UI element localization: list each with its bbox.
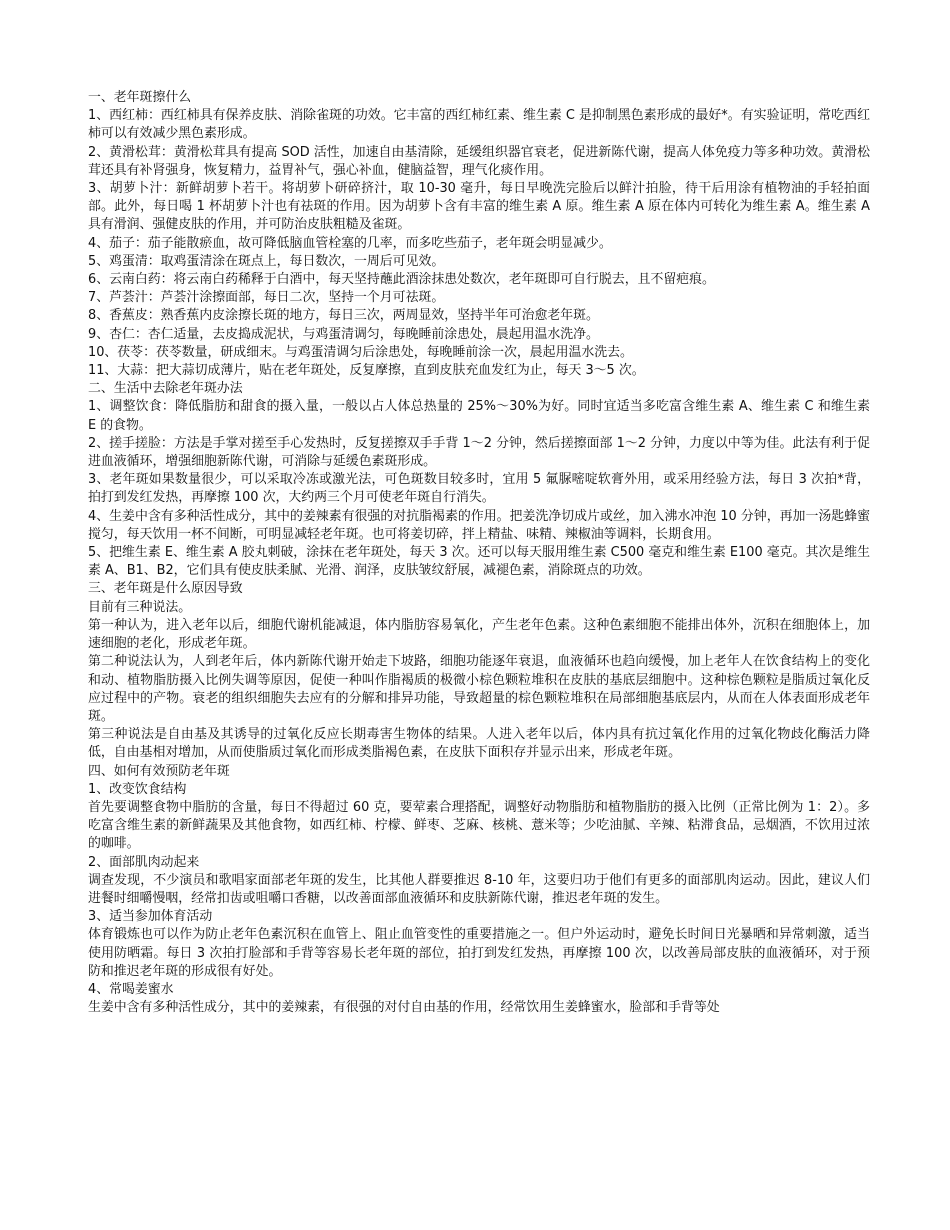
paragraph: 第三种说法是自由基及其诱导的过氧化反应长期毒害生物体的结果。人进入老年以后，体内具有抗过氧化作用的过氧化物歧化酶活力降低，自由基相对增加，从而使脂质过氧化而形成类脂褐色素，在皮肤下面积存并显示出来，形成老年斑。 bbox=[88, 727, 870, 761]
paragraph: 2、搓手搓脸：方法是手掌对搓至手心发热时，反复搓擦双手手背 1～2 分钟，然后搓擦面部 1～2 分钟，力度以中等为佳。此法有利于促进血液循环，增强细胞新陈代谢，可消除与延缓色素斑形成。 bbox=[88, 435, 870, 470]
paragraph: 调查发现，不少演员和歌唱家面部老年斑的发生，比其他人群要推迟 8-10 年，这要归功于他们有更多的面部肌肉运动。因此，建议人们进餐时细嚼慢咽，经常扣齿或咀嚼口香糖，以改善面部血液循环和皮肤新陈代谢，推迟老年斑的发生。 bbox=[88, 872, 870, 906]
heading-section-4: 四、如何有效预防老年斑 bbox=[88, 763, 230, 779]
paragraph: 第二种说法认为，人到老年后，体内新陈代谢开始走下坡路，细胞功能逐年衰退，血液循环也趋向缓慢，加上老年人在饮食结构上的变化和动、植物脂肪摄入比例失调等原因，促使一种叫作脂褐质的极微小棕色颗粒堆积在皮肤的基底层细胞中。这种棕色颗粒是脂质过氧化反应过程中的产物。衰老的组织细胞失去应有的分解和排异功能，导致超量的棕色颗粒堆积在局部细胞基底层内，从而在人体表面形成老年斑。 bbox=[88, 654, 870, 724]
paragraph: 生姜中含有多种活性成分，其中的姜辣素，有很强的对付自由基的作用，经常饮用生姜蜂蜜水，脸部和手背等处 bbox=[88, 1000, 720, 1016]
paragraph: 4、茄子：茄子能散瘀血，故可降低脑血管栓塞的几率，而多吃些茄子，老年斑会明显减少。 bbox=[88, 235, 612, 251]
subheading: 1、改变饮食结构 bbox=[88, 781, 187, 797]
heading-section-3: 三、老年斑是什么原因导致 bbox=[88, 581, 243, 597]
paragraph: 5、把维生素 E、维生素 A 胶丸刺破，涂抹在老年斑处，每天 3 次。还可以每天服用维生素 C500 毫克和维生素 E100 毫克。其次是维生素 A、B1、B2，它们具有使皮肤柔腻、光滑、润泽，皮肤皱纹舒展，减褪色素，消除斑点的功效。 bbox=[88, 545, 870, 579]
document-body bbox=[88, 89, 870, 1017]
paragraph: 10、茯苓：茯苓数量，研成细末。与鸡蛋清调匀后涂患处，每晚睡前涂一次，晨起用温水洗去。 bbox=[88, 344, 633, 360]
paragraph: 第一种认为，进入老年以后，细胞代谢机能减退，体内脂肪容易氧化，产生老年色素。这种色素细胞不能排出体外，沉积在细胞体上，加速细胞的老化，形成老年斑。 bbox=[88, 617, 870, 652]
heading-section-1: 一、老年斑擦什么 bbox=[88, 90, 192, 105]
paragraph: 9、杏仁：杏仁适量，去皮捣成泥状，与鸡蛋清调匀，每晚睡前涂患处，晨起用温水洗净。 bbox=[88, 326, 599, 342]
paragraph: 首先要调整食物中脂肪的含量，每日不得超过 60 克，要荤素合理搭配，调整好动物脂肪和植物脂肪的摄入比例（正常比例为 1：2）。多吃富含维生素的新鲜蔬果及其他食物，如西红柿、柠檬、鲜枣、芝麻、核桃、薏米等；少吃油腻、辛辣、粘滞食品，忌烟酒，不饮用过浓的咖啡。 bbox=[88, 799, 870, 852]
paragraph: 3、胡萝卜汁：新鲜胡萝卜若干。将胡萝卜研碎挤汁，取 10-30 毫升，每日早晚洗完脸后以鲜汁拍脸，待干后用涂有植物油的手轻拍面部。此外，每日喝 1 杯胡萝卜汁也有祛斑的作用。因为胡萝卜含有丰富的维生素 A 原。维生素 A 原在体内可转化为维生素 A。维生素 A 具有滑润、强健皮肤的作用，并可防治皮肤粗糙及雀斑。 bbox=[88, 181, 870, 233]
paragraph: 7、芦荟汁：芦荟汁涂擦面部，每日二次，坚持一个月可祛斑。 bbox=[88, 290, 445, 306]
paragraph: 5、鸡蛋清：取鸡蛋清涂在斑点上，每日数次，一周后可见效。 bbox=[88, 253, 445, 269]
paragraph: 1、西红柿：西红柿具有保养皮肤、消除雀斑的功效。它丰富的西红柿红素、维生素 C 是抑制黑色素形成的最好*。有实验证明，常吃西红柿可以有效减少黑色素形成。 bbox=[88, 108, 870, 142]
paragraph: 体育锻炼也可以作为防止老年色素沉积在血管上、阻止血管变性的重要措施之一。但户外运动时，避免长时间日光暴晒和异常刺激，适当使用防晒霜。每日 3 次拍打脸部和手背等容易长老年斑的部位，拍打到发红发热，再摩擦 100 次，以改善局部皮肤的血液循环，对于预防和推迟老年斑的形成很有好处。 bbox=[88, 927, 870, 979]
paragraph: 2、黄滑松茸：黄滑松茸具有提高 SOD 活性，加速自由基清除，延缓组织器官衰老，促进新陈代谢，提高人体免疫力等多种功效。黄滑松茸还具有补肾强身，恢复精力，益胃补气，强心补血，健脑益智，理气化痰作用。 bbox=[88, 144, 870, 178]
paragraph: 4、生姜中含有多种活性成分，其中的姜辣素有很强的对抗脂褐素的作用。把姜洗净切成片或丝，加入沸水冲泡 10 分钟，再加一汤匙蜂蜜搅匀，每天饮用一杯不间断，可明显减轻老年斑。也可将姜切碎，拌上精盐、味精、辣椒油等调料，长期食用。 bbox=[88, 508, 870, 542]
heading-section-2: 二、生活中去除老年斑办法 bbox=[88, 381, 243, 397]
paragraph: 11、大蒜：把大蒜切成薄片，贴在老年斑处，反复摩擦，直到皮肤充血发红为止，每天 3～5 次。 bbox=[88, 363, 645, 379]
subheading: 3、适当参加体育活动 bbox=[88, 909, 213, 925]
paragraph: 目前有三种说法。 bbox=[88, 599, 192, 615]
subheading: 4、常喝姜蜜水 bbox=[88, 981, 174, 997]
paragraph: 3、老年斑如果数量很少，可以采取冷冻或激光法，可色斑数目较多时，宜用 5 氟脲嘧啶软膏外用，或采用经验方法，每日 3 次拍*背，拍打到发红发热，再摩擦 100 次，大约两三个月可使老年斑自行消失。 bbox=[88, 472, 870, 506]
subheading: 2、面部肌肉动起来 bbox=[88, 854, 200, 870]
paragraph: 6、云南白药：将云南白药稀释于白酒中，每天坚持蘸此酒涂抹患处数次，老年斑即可自行脱去，且不留疤痕。 bbox=[88, 272, 715, 288]
paragraph: 8、香蕉皮：熟香蕉内皮涂擦长斑的地方，每日三次，两周显效，坚持半年可治愈老年斑。 bbox=[88, 308, 599, 324]
paragraph: 1、调整饮食：降低脂肪和甜食的摄入量，一般以占人体总热量的 25%～30%为好。同时宜适当多吃富含维生素 A、维生素 C 和维生素 E 的食物。 bbox=[88, 399, 870, 433]
